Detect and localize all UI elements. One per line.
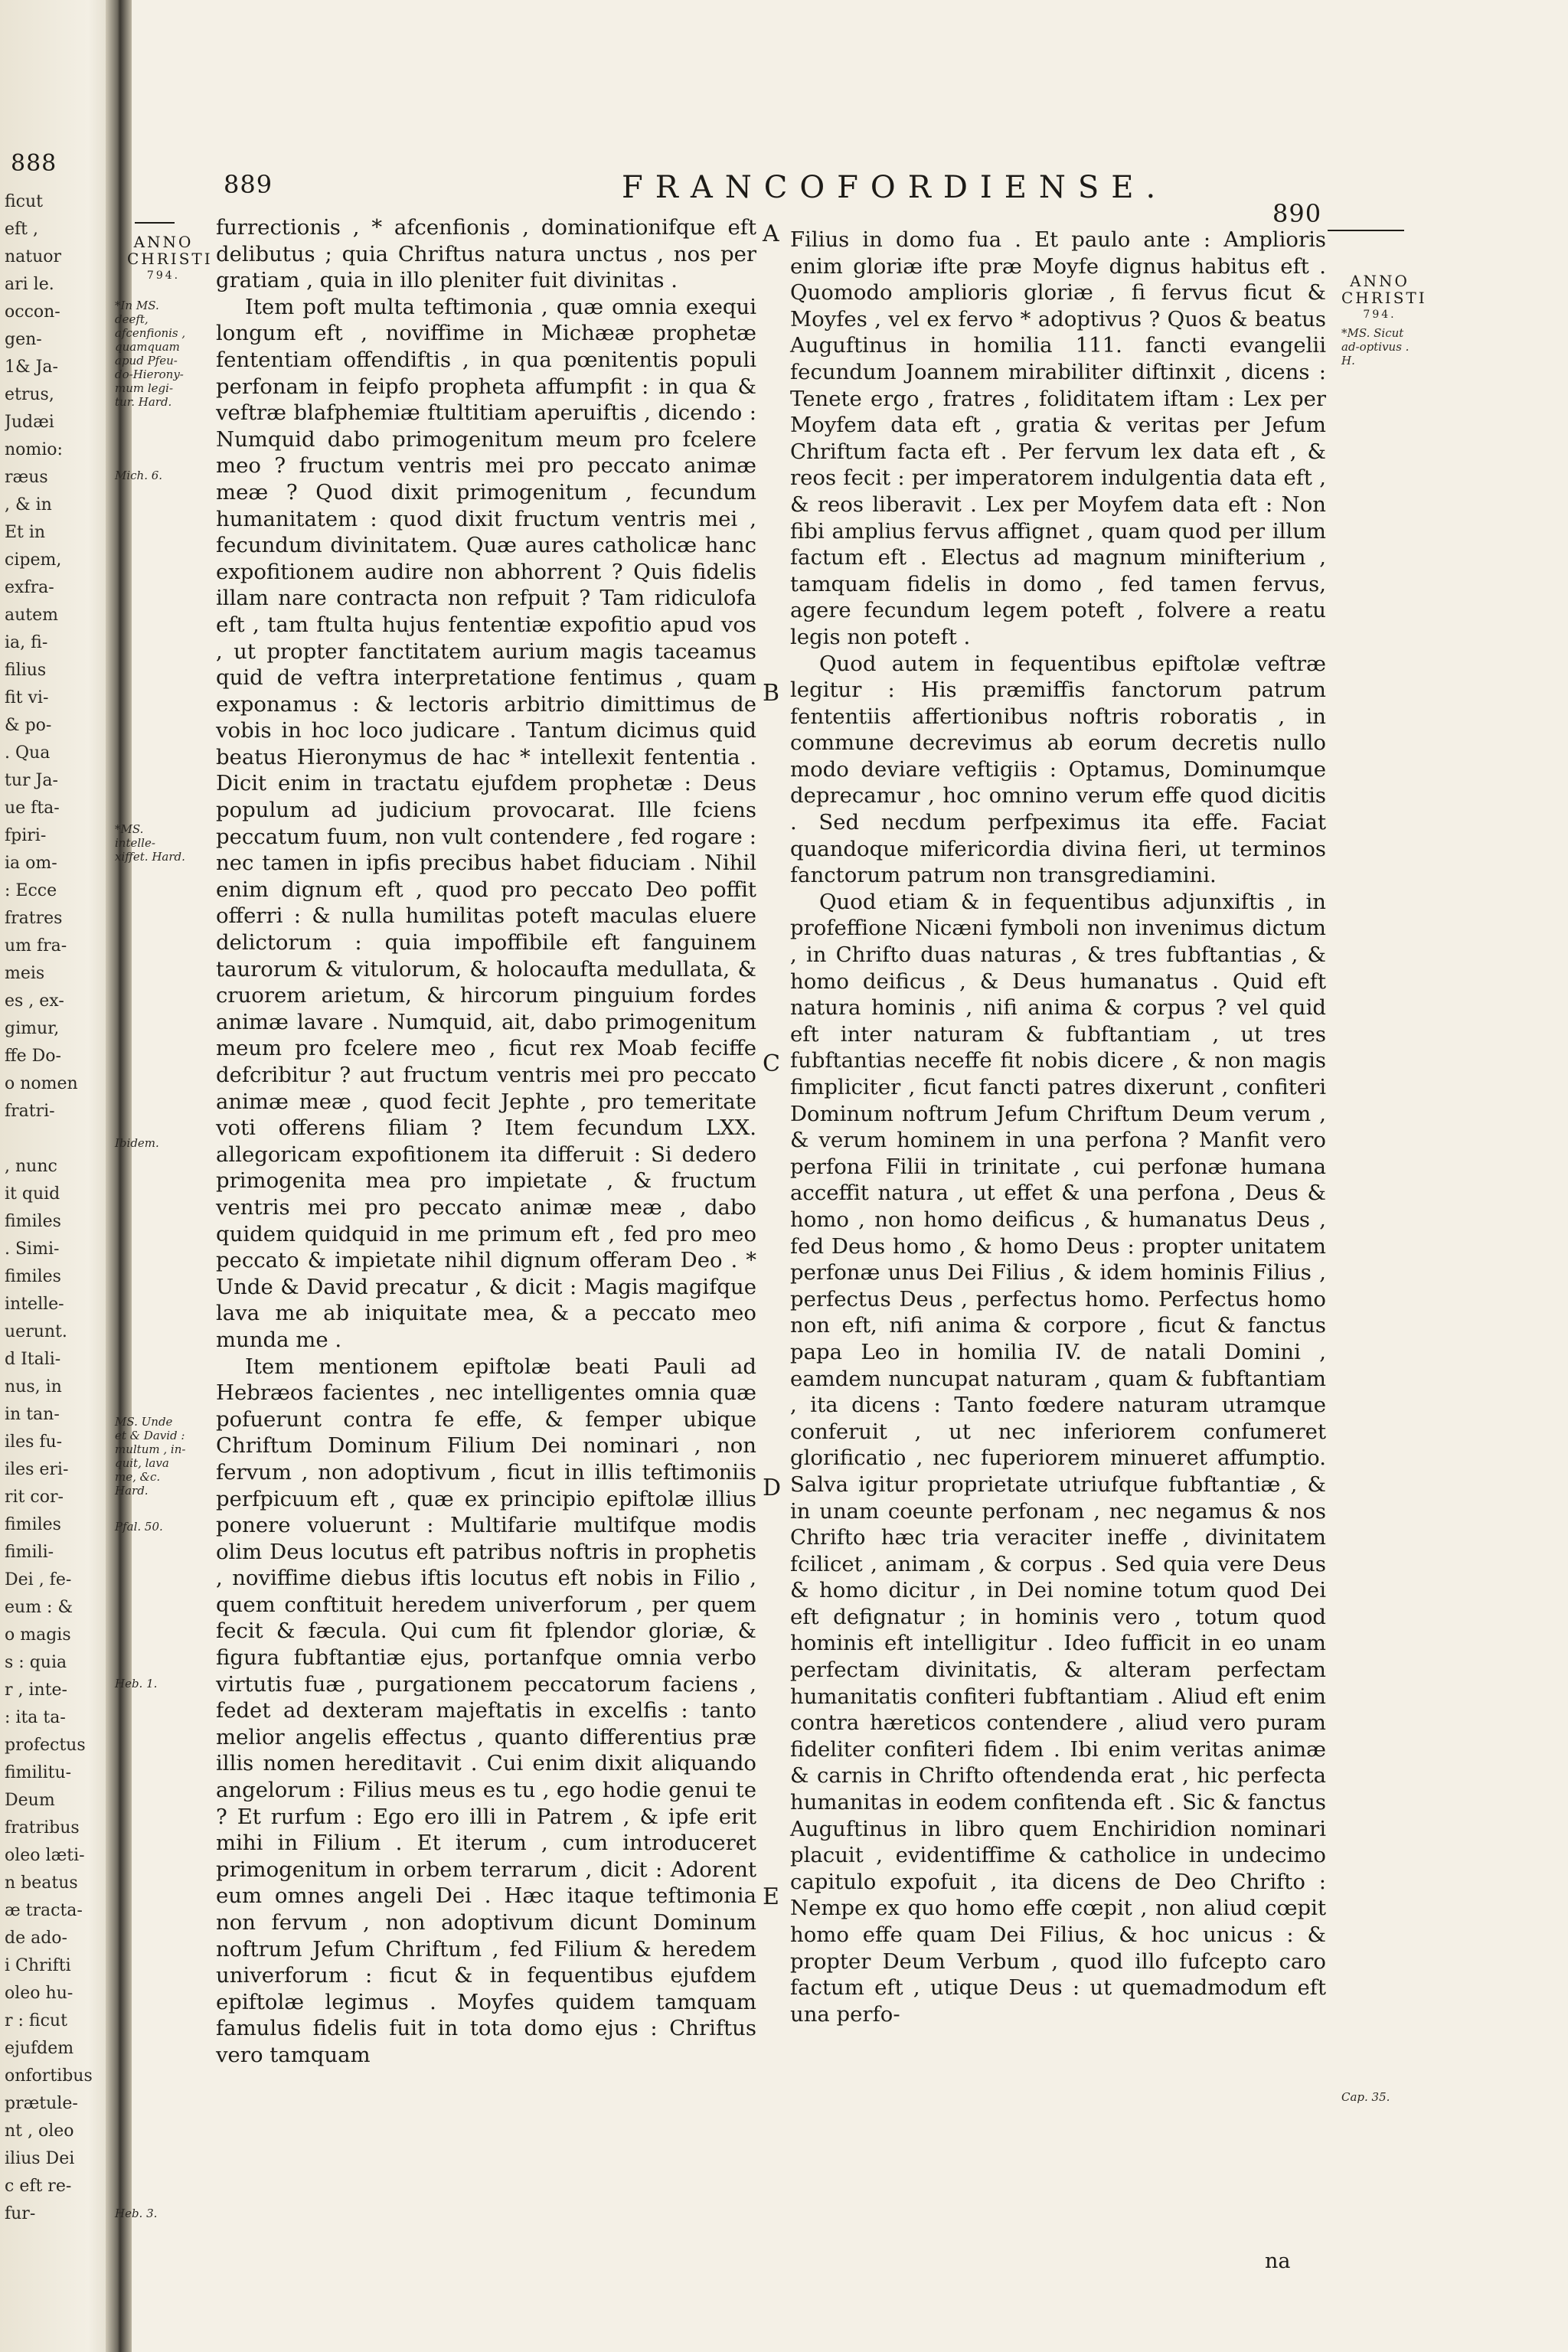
running-title: FRANCOFORDIENSE. — [622, 170, 1168, 205]
left-page-number: 888 — [11, 150, 57, 177]
anno-christi-right: ANNO CHRISTI 794. — [1341, 272, 1427, 321]
catchword: na — [1265, 2249, 1291, 2273]
marginal-note-cap: Cap. 35. — [1341, 2090, 1390, 2104]
section-letter-b: B — [763, 680, 780, 707]
marginal-note-sicut-adoptivus: *MS. Sicut ad-optivus . H. — [1341, 326, 1410, 368]
anno-christi-left: ANNO CHRISTI 794. — [127, 233, 213, 282]
text-column-left — [216, 214, 756, 2069]
marginal-note-ms-unde: MS. Unde et & David : multum , in-quit, lava me, &c. Hard. — [115, 1415, 186, 1498]
paragraph: Filius in domo fua . Et paulo ante : Amplioris enim gloriæ ifte præ Moyfe dignus habitus eft . Quomodo amplioris gloriæ , fi fervus ficut & Moyfes , vel ex fervo * adoptivus ? Quos & beatus Auguftinus in homilia 111. fancti evangelii fecundum Joannem mirabiliter diftinxit , dicens : Tenete ergo , fratres , foliditatem iftam : Lex per Moyfem data eft , gratia & veritas per Jefum Chriftum facta eft . Per fervum lex data eft , & reos fecit : per imperatorem indulgentia data eft , & reos liberavit . Lex per Moyfem data eft : Non fibi amplius fervus affignet , quam quod per illum factum eft . Electus ad magnum minifterium , tamquam fidelis in domo , fed tamen fervus, agere fecundum legem poteft , folvere a reatu legis non poteft . — [790, 227, 1326, 649]
marginal-note-heb1: Heb. 1. — [115, 1677, 158, 1690]
paragraph: furrectionis , * afcenfionis , dominationifque eft delibutus ; quia Chriftus natura unctus , nos per gratiam , quia in illo pleniter fuit divinitas . — [216, 215, 756, 293]
rule-right — [1328, 230, 1404, 231]
marginal-note-ms-intellexisset: *MS. intelle-xiffet. Hard. — [115, 822, 185, 864]
marginal-note-mich: Mich. 6. — [115, 469, 163, 482]
paragraph: Item mentionem epiftolæ beati Pauli ad Hebræos facientes , nec intelligentes omnia quæ pofuerunt contra fe effe, & femper ubique Chriftum Dominum Filium Dei nominari , non fervum , non adoptivum , ficut in illis teftimoniis perfpicuum eft , quæ ex principio epiftolæ illius ponere voluerunt : Multifarie multifque modis olim Deus locutus eft patribus noftris in prophetis , noviffime diebus iftis locutus eft nobis in Filio , quem conftituit heredem univerforum , per quem fecit & fæcula. Qui cum fit fplendor gloriæ, & figura fubftantiæ ejus, portanfque omnia verbo virtutis fuæ , purgationem peccatorum faciens , fedet ad dexteram majeftatis in excelfis : tanto melior angelis effectus , quanto differentius præ illis nomen hereditavit . Cui enim dixit aliquando angelorum : Filius meus es tu , ego hodie genui te ? Et rurfum : Ego ero illi in Patrem , & ipfe erit mihi in Filium . Et iterum , cum introduceret primogenitum in orbem terrarum , dicit : Adorent eum omnes angeli Dei . Hæc itaque teftimonia non fervum , non adoptivum dicunt Dominum noftrum Jefum Chriftum , fed Filium & heredem univerforum : ficut & in fequentibus ejufdem epiftolæ legimus . Moyfes quidem tamquam famulus fidelis fuit in tota domo ejus : Chriftus vero tamquam — [216, 1354, 756, 2067]
marginal-note-ibidem: Ibidem. — [115, 1136, 159, 1150]
section-letter-d: D — [763, 1475, 782, 1501]
page-number-right: 890 — [1272, 199, 1322, 228]
section-letter-c: C — [763, 1050, 780, 1077]
paragraph: Quod etiam & in fequentibus adjunxiftis , in profeffione Nicæni fymboli non invenimus dictum , in Chrifto duas naturas , & tres fubftantias , & homo deificus , & Deus humanatus . Quid eft natura hominis , nifi anima & corpus ? vel quid eft inter naturam & fubftantiam , ut tres fubftantias neceffe fit nobis dicere , & non magis fimpliciter , ficut fancti patres dixerunt , confiteri Dominum noftrum Jefum Chriftum Deum verum , & verum hominem in una perfona ? Manfit vero perfona Filii in trinitate , cui perfonæ humana acceffit natura , ut effet & una perfona , Deus & homo , non homo deificus , & humanatus Deus , fed Deus homo , & homo Deus : propter unitatem perfonæ unus Dei Filius , & idem hominis Filius , perfectus Deus , perfectus homo. Perfectus homo non eft, nifi anima & corpore , ficut & fanctus papa Leo in homilia IV. de natali Domini , eamdem nuncupat naturam , quam & fubftantiam , ita dicens : Tanto fœdere naturam utramque conferuit , ut nec inferiorem confumeret glorificatio , nec fuperiorem minueret affumptio. Salva igitur proprietate utriufque fubftantiæ , & in unam coeunte perfonam , nec negamus & nos Chrifto hæc tria veraciter ineffe , divinitatem fcilicet , animam , & corpus . Sed quia vere Deus & homo dicitur , in Dei nomine totum quod Dei eft defignatur ; in hominis vero , totum quod hominis eft intelligitur . Ideo fufficit in eo unam perfectam divinitatis, & alteram perfectam humanitatis confiteri fubftantiam . Aliud eft enim contra hæreticos contendere , aliud vero puram fideliter confiteri fidem . Ibi enim veritas animæ & carnis in Chrifto oftendenda erat , hic perfecta humanitas in eodem confitenda eft . Sic & fanctus Auguftinus in libro quem Enchiridion nominari placuit , evidentiffime & catholice in undecimo capitulo expofuit , ita dicens de Deo Chrifto : Nempe ex quo homo effe cœpit , non aliud cœpit homo effe quam Dei Filius, & hoc unicus : & propter Deum Verbum , quod illo fufcepto caro factum eft , utique Deus : ut quemadmodum eft una perfo- — [790, 889, 1326, 2027]
section-letter-e: E — [763, 1883, 779, 1910]
right-page — [115, 0, 1568, 2352]
marginal-note-psal: Pfal. 50. — [115, 1520, 163, 1534]
rule-left — [135, 222, 175, 224]
page-number-left: 889 — [224, 170, 273, 199]
text-column-right — [790, 227, 1326, 2027]
paragraph: Item poft multa teftimonia , quæ omnia exequi longum eft , noviffime in Michææ prophetæ fententiam offendiftis , in qua pœnitentis populi perfonam in feipfo propheta affumpfit : in qua & veftræ blafphemiæ ftultitiam aperuiftis , dicendo : Numquid dabo primogenitum meum pro fcelere meo ? fructum ventris mei pro peccato animæ meæ ? Quod dixit primogenitum , fecundum humanitatem : quod dixit fructum ventris mei , fecundum divinitatem. Quæ aures catholicæ hanc expofitionem audire non abhorrent ? Quis fidelis illam nare contracta non refpuit ? Tam ridiculofa eft , tam ftulta hujus fententiæ expofitio apud vos , ut propter fanctitatem aurium magis taceamus quid de veftra interpretatione fentimus , quam exponamus : & lectoris arbitrio dimittimus de vobis in hoc loco judicare . Tantum dicimus quid beatus Hieronymus de hac * intellexit fententia . Dicit enim in tractatu ejufdem prophetæ : Deus populum ad judicium provocarat. Ille fciens peccatum fuum, non vult contendere , fed rogare : nec tamen in ipfis precibus habet fiduciam . Nihil enim dignum eft , quod pro peccato Deo poffit offerri : & nulla humilitas poteft maculas eluere delictorum : quia impoffibile eft fanguinem taurorum & vitulorum, & holocaufta medullata, & cruorem arietum, & hircorum pinguium fordes animæ lavare . Numquid, ait, dabo primogenitum meum pro fcelere meo , ficut rex Moab feciffe defcribitur ? aut fructum ventris mei pro peccato animæ meæ , quod fecit Jephte , pro temeritate voti offerens filiam ? Item fecundum LXX. allegoricam expofitionem ita differuit : Si dedero primogenita mea pro impietate , & fructum ventris mei pro peccato animæ meæ , dabo quidem quidquid in me primum eft , fed pro meo peccato & impietate nihil dignum offeram Deo . * Unde & David precatur , & dicit : Magis magifque lava me ab iniquitate mea, & a peccato meo munda me . — [216, 294, 756, 1352]
marginal-note-heb3: Heb. 3. — [115, 2207, 158, 2220]
paragraph: Quod autem in fequentibus epiftolæ veftræ legitur : His præmiffis fanctorum patrum fententiis affertionibus noftris roboratis , in commune decrevimus ab eorum decretis nullo modo deviare veftigiis : Optamus, Dominumque deprecamur , hoc omnino verum effe quod dicitis . Sed necdum perfpeximus ita effe. Faciat quandoque mifericordia divina fieri, ut terminos fanctorum patrum non transgrediamini. — [790, 651, 1326, 888]
marginal-note-ascensionis: *In MS. deeft, afcenfionis , quamquam apud Pfeu-do-Hierony-mum legi-tur. Hard. — [115, 299, 186, 409]
section-letter-a: A — [763, 220, 779, 247]
left-page-bleed-text: ficut eft , natuor ari le. occon- gen- 1& Ja- etrus, Judæi nomio: ræus , & in Et in cipem, exfra- autem ia, fi- filius fit vi- & po- . Qua tur Ja- ue fta- fpiri- ia om- : Ecce fratres um fra- meis es , ex- gimur, ffe Do- o nomen fratri- , nunc it quid fimiles . Simi- fimiles intelle- uerunt. d Itali- nus, in in tan- iles fu- iles eri- rit cor- fimiles fimili- Dei , fe- eum : & o magis s : quia r , inte- : ita ta- profectus fimilitu- Deum fratribus oleo læti- n beatus æ tracta- de ado- i Chrifti oleo hu- r : ficut ejufdem onfortibus prætule- nt , oleo ilius Dei c eft re- fur- — [5, 192, 93, 2223]
